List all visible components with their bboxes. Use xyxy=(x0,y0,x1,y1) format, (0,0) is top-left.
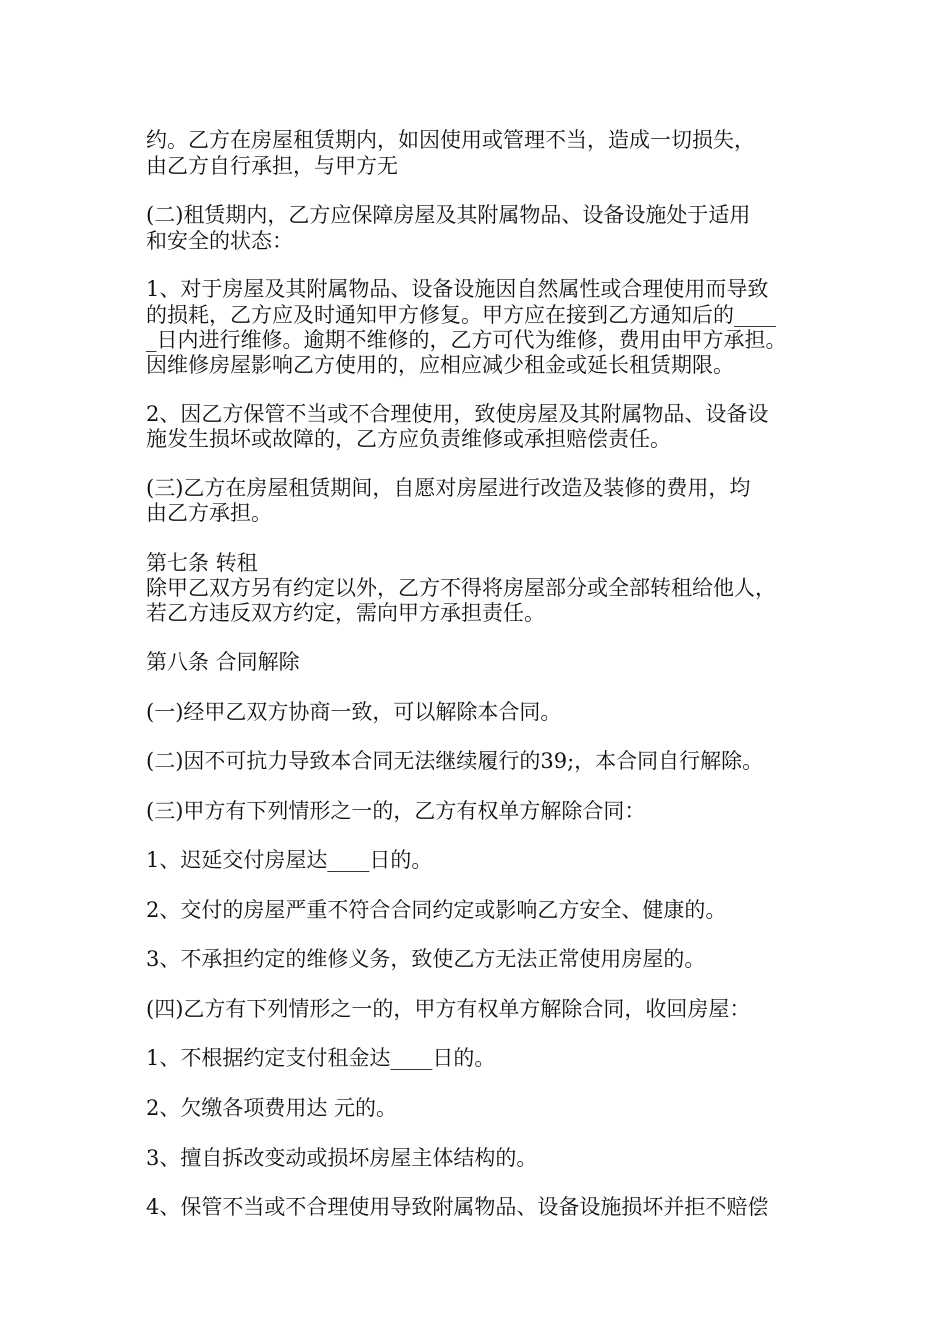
text-line: 的损耗，乙方应及时通知甲方修复。甲方应在接到乙方通知后的____ xyxy=(146,303,776,327)
text-line: 3、擅自拆改变动或损坏房屋主体结构的。 xyxy=(146,1146,538,1170)
text-line: (三)甲方有下列情形之一的，乙方有权单方解除合同： xyxy=(146,799,646,823)
text-line: 除甲乙双方另有约定以外，乙方不得将房屋部分或全部转租给他人， xyxy=(146,576,776,600)
text-line: 约。乙方在房屋租赁期内，如因使用或管理不当，造成一切损失， xyxy=(146,128,755,152)
section-heading: 第八条 合同解除 xyxy=(146,650,300,674)
text-line: 1、迟延交付房屋达____日的。 xyxy=(146,848,433,872)
text-line: 因维修房屋影响乙方使用的，应相应减少租金或延长租赁期限。 xyxy=(146,353,734,377)
text-line: (四)乙方有下列情形之一的，甲方有权单方解除合同，收回房屋： xyxy=(146,997,751,1021)
text-line: 2、欠缴各项费用达 元的。 xyxy=(146,1096,398,1120)
section-heading: 第七条 转租 xyxy=(146,551,258,575)
text-line: (二)因不可抗力导致本合同无法继续履行的39;，本合同自行解除。 xyxy=(146,749,764,773)
text-line: _日内进行维修。逾期不维修的，乙方可代为维修，费用由甲方承担。 xyxy=(146,328,787,352)
text-line: 施发生损坏或故障的，乙方应负责维修或承担赔偿责任。 xyxy=(146,427,671,451)
text-line: 由乙方承担。 xyxy=(146,501,272,525)
text-line: (一)经甲乙双方协商一致，可以解除本合同。 xyxy=(146,700,562,724)
text-line: 4、保管不当或不合理使用导致附属物品、设备设施损坏并拒不赔偿 xyxy=(146,1195,769,1219)
text-line: 3、不承担约定的维修义务，致使乙方无法正常使用房屋的。 xyxy=(146,947,706,971)
text-line: 1、不根据约定支付租金达____日的。 xyxy=(146,1046,496,1070)
text-line: 和安全的状态： xyxy=(146,229,293,253)
text-line: 若乙方违反双方约定，需向甲方承担责任。 xyxy=(146,601,545,625)
text-line: (二)租赁期内，乙方应保障房屋及其附属物品、设备设施处于适用 xyxy=(146,203,751,227)
text-line: 2、交付的房屋严重不符合合同约定或影响乙方安全、健康的。 xyxy=(146,898,727,922)
text-line: (三)乙方在房屋租赁期间，自愿对房屋进行改造及装修的费用，均 xyxy=(146,476,751,500)
text-line: 1、对于房屋及其附属物品、设备设施因自然属性或合理使用而导致 xyxy=(146,277,769,301)
text-line: 2、因乙方保管不当或不合理使用，致使房屋及其附属物品、设备设 xyxy=(146,402,769,426)
text-line: 由乙方自行承担，与甲方无 xyxy=(146,154,398,178)
